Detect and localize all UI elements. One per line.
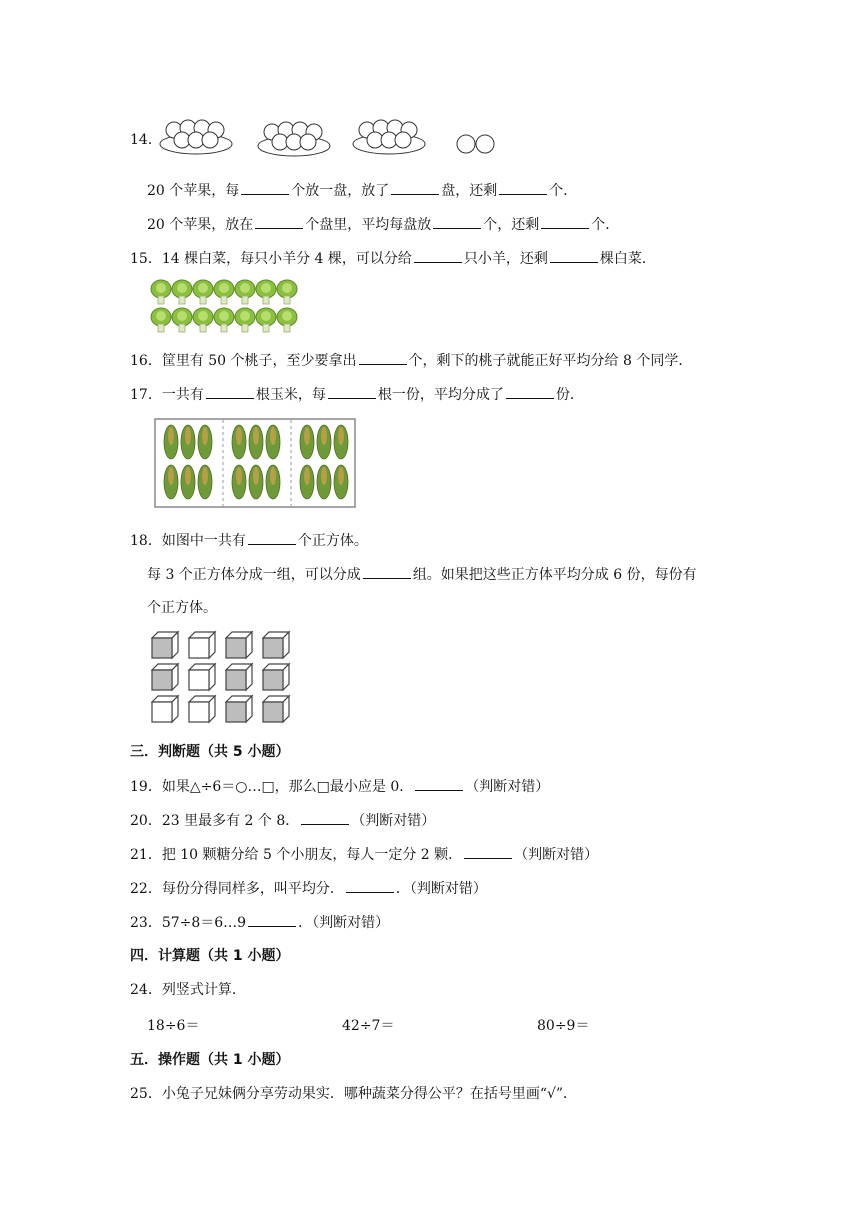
- corn-icon: [300, 465, 314, 499]
- heading-text: 四．计算题（共 1 小题）: [130, 948, 290, 964]
- question-number: 22．: [130, 881, 162, 897]
- answer-blank[interactable]: [499, 180, 547, 195]
- q21-line: [130, 844, 598, 865]
- text: （判断对错）: [514, 847, 599, 863]
- answer-blank[interactable]: [433, 214, 481, 229]
- q24-expression-1: [147, 1016, 199, 1036]
- cabbage-icon: [214, 280, 234, 304]
- text: 筐里有 50 个桃子，至少要拿出: [161, 353, 357, 369]
- question-number: 21．: [130, 847, 162, 863]
- corn-figure: [154, 418, 356, 508]
- answer-blank[interactable]: [541, 214, 589, 229]
- corn-icon: [300, 425, 314, 459]
- corn-icon: [334, 465, 348, 499]
- cabbage-icon: [193, 280, 213, 304]
- cube-icon: [152, 664, 178, 690]
- cabbage-icon: [256, 308, 276, 332]
- answer-blank[interactable]: [248, 912, 296, 927]
- plate-of-apples-icon-1: [160, 120, 232, 154]
- answer-blank[interactable]: [255, 214, 303, 229]
- text: 一共有: [161, 387, 204, 403]
- section-3-heading: [130, 742, 290, 762]
- q24-expression-3: [537, 1016, 589, 1036]
- corn-icon: [232, 465, 246, 499]
- corn-icon: [334, 425, 348, 459]
- text: 根一份，平均分成了: [377, 387, 504, 403]
- corn-icon: [317, 465, 331, 499]
- text: 个．: [591, 217, 620, 233]
- answer-blank[interactable]: [241, 180, 289, 195]
- question-number: 23．: [130, 915, 162, 931]
- cabbage-icon: [277, 280, 297, 304]
- text: 只小羊，还剩: [463, 251, 548, 267]
- text: （判断对错）: [465, 779, 550, 795]
- section-4-heading: [130, 946, 290, 966]
- text: 57÷8＝6…9: [161, 915, 247, 931]
- corn-icon: [232, 425, 246, 459]
- cabbage-icon: [193, 308, 213, 332]
- heading-text: 三．判断题（共 5 小题）: [130, 744, 290, 760]
- corn-icon: [266, 425, 280, 459]
- q23-line: [130, 912, 389, 933]
- cube-icon: [263, 632, 289, 658]
- q24-expression-2: [342, 1016, 394, 1036]
- corn-icon: [317, 425, 331, 459]
- cabbage-icon: [151, 308, 171, 332]
- text: 个盘里，平均每盘放: [305, 217, 432, 233]
- cabbage-icon: [172, 280, 192, 304]
- cabbage-icon: [277, 308, 297, 332]
- cabbage-icon: [256, 280, 276, 304]
- cube-figure: [150, 630, 296, 724]
- answer-blank[interactable]: [391, 180, 439, 195]
- q14-line1: [147, 180, 577, 201]
- text: 把 10 颗糖分给 5 个小朋友，每人一定分 2 颗．: [161, 847, 463, 863]
- corn-icon: [164, 465, 178, 499]
- text: 小兔子兄妹俩分享劳动果实．哪种蔬菜分得公平？在括号里画“√”．: [161, 1086, 578, 1102]
- q20-line: [130, 810, 435, 831]
- answer-blank[interactable]: [346, 878, 394, 893]
- corn-icon: [181, 425, 195, 459]
- text: ．（判断对错）: [298, 915, 390, 931]
- text: （判断对错）: [351, 813, 436, 829]
- text: 个正方体。: [147, 600, 217, 616]
- text: 份．: [555, 387, 584, 403]
- text: 23 里最多有 2 个 8．: [161, 813, 300, 829]
- plate-of-apples-icon-2: [258, 122, 330, 156]
- text: 根玉米，每: [255, 387, 326, 403]
- text: 个，还剩: [483, 217, 540, 233]
- text: 14 棵白菜，每只小羊分 4 棵，可以分给: [161, 251, 412, 267]
- text: 列竖式计算．: [161, 982, 246, 998]
- q14-line2: [147, 214, 619, 235]
- text: 如果△÷6＝○…□，那么□最小应是 0．: [161, 779, 414, 795]
- answer-blank[interactable]: [414, 248, 462, 263]
- question-number: 24．: [130, 982, 162, 998]
- answer-blank[interactable]: [506, 384, 554, 399]
- section-5-heading: [130, 1050, 290, 1070]
- plate-of-apples-icon-3: [353, 120, 425, 154]
- expression: 80÷9＝: [537, 1018, 590, 1034]
- q18-line1: [130, 530, 368, 551]
- question-number: 17．: [130, 387, 162, 403]
- question-number: 18．: [130, 533, 162, 549]
- q15-line: [130, 248, 656, 269]
- cube-icon: [152, 632, 178, 658]
- text: 每份分得同样多，叫平均分．: [161, 881, 344, 897]
- text: 20 个苹果，放在: [147, 217, 254, 233]
- text: 盘，还剩: [441, 183, 498, 199]
- cabbage-icon: [172, 308, 192, 332]
- question-number: 16．: [130, 353, 162, 369]
- answer-blank[interactable]: [301, 810, 349, 825]
- text: 组。如果把这些正方体平均分成 6 份，每份有: [412, 567, 697, 583]
- cabbage-icon: [214, 308, 234, 332]
- cube-icon: [263, 696, 289, 722]
- answer-blank[interactable]: [415, 776, 463, 791]
- q17-line: [130, 384, 584, 405]
- corn-icon: [164, 425, 178, 459]
- answer-blank[interactable]: [328, 384, 376, 399]
- cube-icon: [189, 664, 215, 690]
- answer-blank[interactable]: [363, 564, 411, 579]
- answer-blank[interactable]: [248, 530, 296, 545]
- answer-blank[interactable]: [206, 384, 254, 399]
- text: 每 3 个正方体分成一组，可以分成: [147, 567, 361, 583]
- q19-line: [130, 776, 549, 797]
- question-number: 20．: [130, 813, 162, 829]
- cube-icon: [263, 664, 289, 690]
- question-number: 25．: [130, 1086, 162, 1102]
- corn-icon: [181, 465, 195, 499]
- loose-apples-icon: [457, 135, 494, 153]
- answer-blank[interactable]: [464, 844, 512, 859]
- text: 个放一盘，放了: [291, 183, 390, 199]
- expression: 42÷7＝: [342, 1018, 395, 1034]
- text: 个．: [549, 183, 578, 199]
- q16-line: [130, 350, 692, 371]
- cube-icon: [226, 632, 252, 658]
- corn-icon: [249, 425, 263, 459]
- cube-icon: [189, 632, 215, 658]
- cube-icon: [189, 696, 215, 722]
- q22-line: [130, 878, 487, 899]
- text: 个，剩下的桃子就能正好平均分给 8 个同学．: [408, 353, 693, 369]
- q24-line: [130, 980, 246, 1000]
- apple-plates-figure: [158, 112, 508, 160]
- corn-icon: [266, 465, 280, 499]
- text: 如图中一共有: [161, 533, 246, 549]
- heading-text: 五．操作题（共 1 小题）: [130, 1052, 290, 1068]
- answer-blank[interactable]: [359, 350, 407, 365]
- text: 棵白菜．: [599, 251, 656, 267]
- question-number: 19．: [130, 779, 162, 795]
- q25-line: [130, 1084, 577, 1104]
- text: 20 个苹果，每: [147, 183, 240, 199]
- cabbage-icon: [235, 280, 255, 304]
- answer-blank[interactable]: [550, 248, 598, 263]
- expression: 18÷6＝: [147, 1018, 200, 1034]
- text: ．（判断对错）: [395, 881, 487, 897]
- q18-line3: [147, 598, 217, 618]
- corn-icon: [198, 465, 212, 499]
- cube-icon: [152, 696, 178, 722]
- cabbage-icon: [151, 280, 171, 304]
- question-number: 14．: [130, 132, 162, 148]
- cube-icon: [226, 664, 252, 690]
- cube-icon: [226, 696, 252, 722]
- text: 个正方体。: [297, 533, 368, 549]
- corn-icon: [198, 425, 212, 459]
- cabbage-figure: [150, 278, 304, 334]
- question-number: 15．: [130, 251, 162, 267]
- cabbage-icon: [235, 308, 255, 332]
- q18-line2: [147, 564, 697, 585]
- corn-icon: [249, 465, 263, 499]
